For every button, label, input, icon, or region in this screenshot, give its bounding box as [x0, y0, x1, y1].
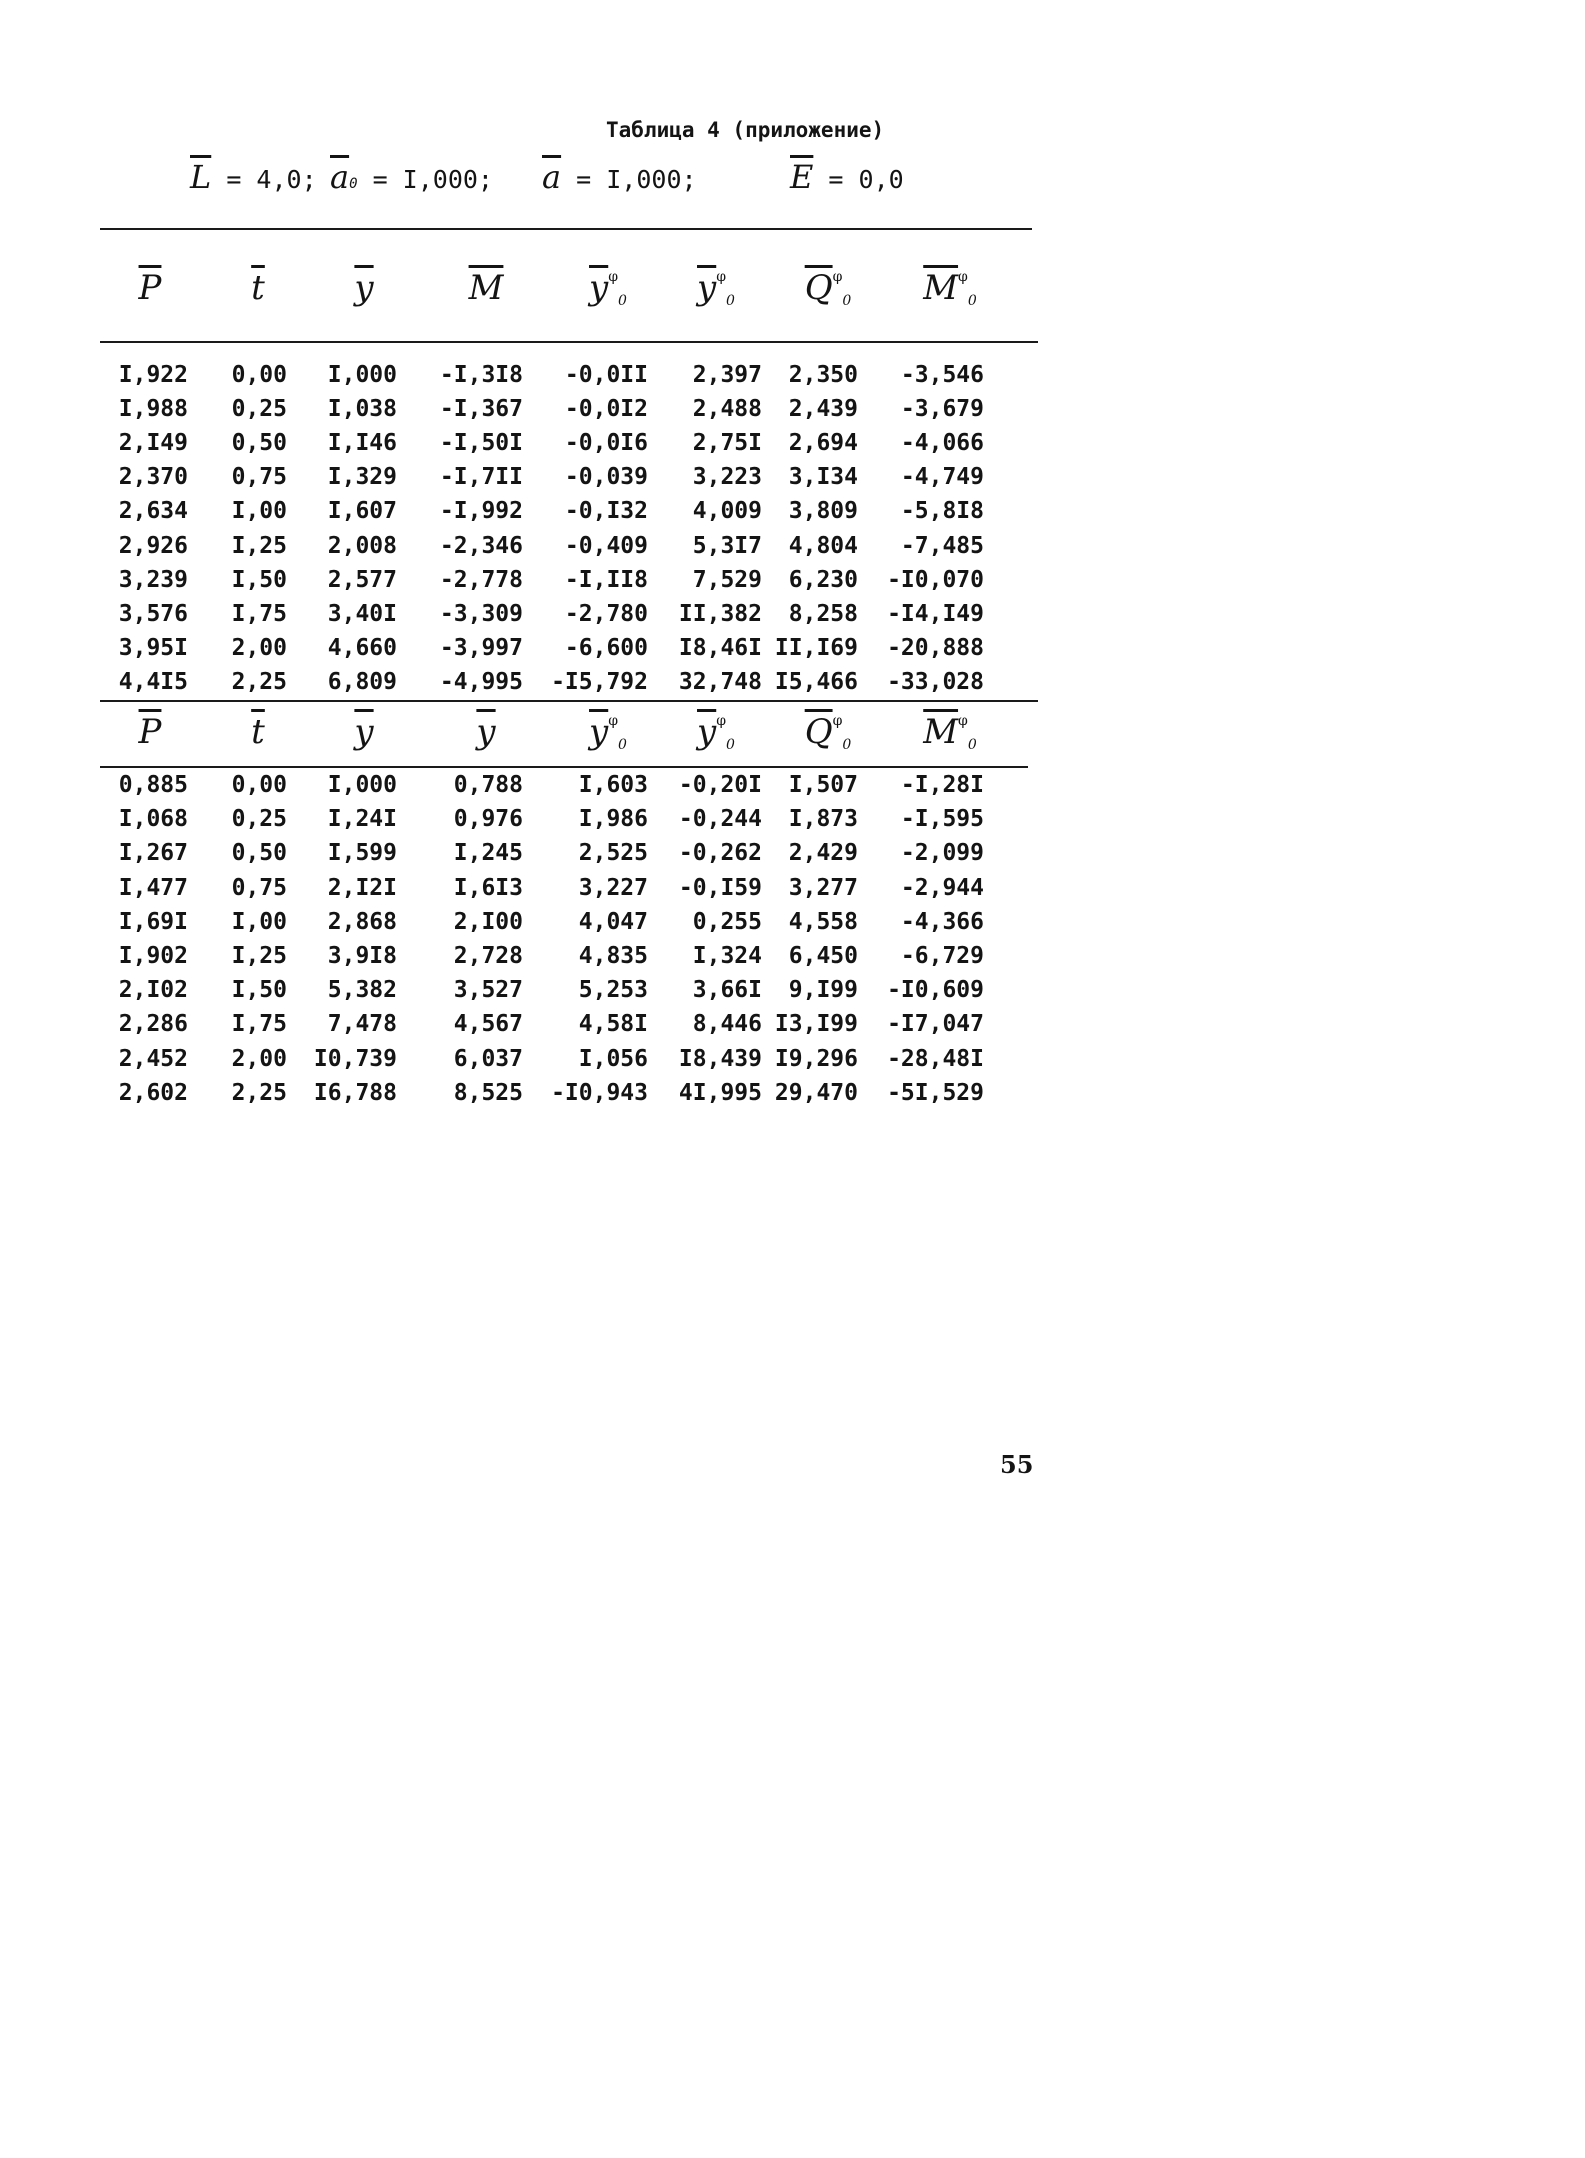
table2-cell-r6-c3: 3,527 — [453, 977, 523, 1004]
table1-cell-r0-c7: -3,546 — [900, 362, 984, 388]
param-l-value: = 4,0; — [226, 165, 317, 194]
table1-cell-r5-c3: -2,346 — [439, 532, 523, 559]
table1-header-symbol: $\overline{t}$ — [251, 268, 265, 308]
table1-cell-r2-c1: 0,50 — [231, 430, 287, 457]
table1-header-symbol: $\overline{Q}$ — [804, 268, 833, 308]
table1-header-5 — [676, 268, 756, 309]
param-a0 — [330, 158, 493, 196]
table1-cell-r6-c4: -I,II8 — [564, 566, 648, 593]
table1-header-symbol: $\overline{y}$ — [589, 268, 609, 308]
table2-cell-r4-c3: 2,I00 — [453, 908, 523, 935]
param-a0-sub: 0 — [349, 176, 358, 192]
page-number: 55 — [1000, 1450, 1034, 1479]
table2-cell-r5-c7: -6,729 — [900, 943, 984, 969]
param-a — [542, 158, 697, 196]
table1-cell-r2-c7: -4,066 — [900, 430, 984, 457]
top-rule — [100, 228, 1032, 230]
table1-cell-r9-c5: 32,748 — [678, 668, 762, 695]
table2-cell-r8-c4: I,056 — [578, 1045, 648, 1072]
table2-cell-r4-c7: -4,366 — [900, 908, 984, 935]
table1-header-1 — [218, 268, 298, 308]
table1-cell-r3-c7: -4,749 — [900, 464, 984, 491]
table2-cell-r0-c5: -0,20I — [678, 772, 762, 798]
table2-cell-r4-c6: 4,558 — [788, 908, 858, 935]
table2-cell-r1-c7: -I,595 — [900, 806, 984, 833]
table1-cell-r2-c2: I,I46 — [327, 430, 397, 457]
table1-cell-r5-c4: -0,409 — [564, 532, 648, 559]
table2-cell-r2-c0: I,267 — [118, 840, 188, 867]
table1-cell-r4-c0: 2,634 — [118, 498, 188, 525]
table1-cell-r8-c3: -3,997 — [439, 634, 523, 661]
table2-cell-r3-c0: I,477 — [118, 874, 188, 901]
param-a0-value: = I,000; — [372, 165, 493, 194]
table1-cell-r6-c2: 2,577 — [327, 566, 397, 593]
table1-cell-r9-c3: -4,995 — [439, 668, 523, 695]
table1-cell-r5-c6: 4,804 — [788, 532, 858, 559]
table2-header-sub: 0 — [842, 737, 852, 753]
table2-header-sup: φ — [958, 713, 968, 729]
table1-cell-r0-c4: -0,0II — [564, 362, 648, 388]
table1-cell-r7-c0: 3,576 — [118, 600, 188, 627]
table2-cell-r1-c3: 0,976 — [453, 806, 523, 833]
table1-cell-r4-c5: 4,009 — [692, 498, 762, 525]
table1-header-sub: 0 — [726, 293, 735, 309]
table2-header-4 — [568, 712, 648, 753]
table1-header-sup: φ — [716, 269, 727, 285]
table1-cell-r4-c2: I,607 — [327, 498, 397, 525]
table2-cell-r3-c4: 3,227 — [578, 874, 648, 901]
table2-cell-r2-c2: I,599 — [327, 840, 397, 867]
table1-cell-r4-c6: 3,809 — [788, 498, 858, 525]
table2-cell-r8-c0: 2,452 — [118, 1045, 188, 1072]
table2-cell-r0-c6: I,507 — [788, 772, 858, 798]
table1-cell-r9-c1: 2,25 — [231, 668, 287, 695]
table2-cell-r3-c5: -0,I59 — [678, 874, 762, 901]
table2-cell-r6-c5: 3,66I — [692, 977, 762, 1004]
table1-cell-r4-c7: -5,8I8 — [900, 498, 984, 525]
table1-cell-r8-c7: -20,888 — [887, 634, 984, 661]
table1-header-sub: 0 — [967, 293, 977, 309]
table1-cell-r6-c1: I,50 — [231, 566, 287, 593]
table2-header-3 — [446, 712, 526, 752]
table2-cell-r4-c1: I,00 — [231, 908, 287, 935]
table2-header-0 — [110, 712, 190, 752]
table2-cell-r2-c1: 0,50 — [231, 840, 287, 867]
table2-cell-r7-c2: 7,478 — [327, 1011, 397, 1038]
param-a-symbol: $\overline{a}$ — [542, 158, 562, 196]
table2-cell-r0-c4: I,603 — [578, 772, 648, 798]
table2-cell-r7-c6: I3,I99 — [774, 1011, 858, 1038]
table2-cell-r7-c7: -I7,047 — [887, 1011, 984, 1038]
table1-header-symbol: $\overline{M}$ — [468, 268, 504, 308]
table2-cell-r5-c0: I,902 — [118, 943, 188, 969]
table2-cell-r7-c0: 2,286 — [118, 1011, 188, 1038]
table2-cell-r8-c7: -28,48I — [887, 1045, 984, 1072]
table1-header-4 — [568, 268, 648, 309]
table2-cell-r1-c2: I,24I — [327, 806, 397, 833]
table1-cell-r3-c2: I,329 — [327, 464, 397, 491]
table1-cell-r2-c6: 2,694 — [788, 430, 858, 457]
table2-cell-r9-c4: -I0,943 — [551, 1079, 648, 1106]
table2-header-sub: 0 — [618, 737, 627, 753]
table1-cell-r4-c3: -I,992 — [439, 498, 523, 525]
table2-header-7 — [910, 712, 990, 753]
table1-cell-r7-c6: 8,258 — [788, 600, 858, 627]
table2-cell-r7-c5: 8,446 — [692, 1011, 762, 1038]
table1-cell-r1-c0: I,988 — [118, 396, 188, 423]
table1-cell-r0-c5: 2,397 — [692, 362, 762, 388]
table1-cell-r9-c2: 6,809 — [327, 668, 397, 695]
table2-cell-r4-c0: I,69I — [118, 908, 188, 935]
table1-cell-r3-c4: -0,039 — [564, 464, 648, 491]
table1-cell-r1-c5: 2,488 — [692, 396, 762, 423]
table2-cell-r6-c7: -I0,609 — [887, 977, 984, 1004]
param-l — [190, 158, 317, 196]
table1-cell-r7-c7: -I4,I49 — [887, 600, 984, 627]
table2-cell-r0-c0: 0,885 — [118, 772, 188, 798]
table2-cell-r5-c6: 6,450 — [788, 943, 858, 969]
table1-cell-r0-c0: I,922 — [118, 362, 188, 388]
table2-cell-r9-c5: 4I,995 — [678, 1079, 762, 1106]
table2-cell-r7-c4: 4,58I — [578, 1011, 648, 1038]
table1-cell-r5-c7: -7,485 — [900, 532, 984, 559]
table2-cell-r1-c5: -0,244 — [678, 806, 762, 833]
table1-cell-r8-c6: II,I69 — [774, 634, 858, 661]
table-caption: Таблица 4 (приложение) — [606, 118, 885, 142]
table1-cell-r8-c0: 3,95I — [118, 634, 188, 661]
table1-header-6 — [788, 268, 868, 309]
table1-header-sup: φ — [608, 269, 619, 285]
table1-cell-r8-c1: 2,00 — [231, 634, 287, 661]
table1-cell-r4-c4: -0,I32 — [564, 498, 648, 525]
param-e-value: = 0,0 — [828, 165, 904, 194]
table2-cell-r1-c1: 0,25 — [231, 806, 287, 833]
table2-header-sup: φ — [832, 713, 843, 729]
table2-cell-r9-c2: I6,788 — [313, 1079, 397, 1106]
table1-cell-r2-c5: 2,75I — [692, 430, 762, 457]
table1-cell-r1-c3: -I,367 — [439, 396, 523, 423]
table1-cell-r1-c7: -3,679 — [900, 396, 984, 423]
table1-header-symbol: $\overline{y}$ — [354, 268, 374, 308]
table1-cell-r0-c1: 0,00 — [231, 362, 287, 388]
table2-header-5 — [676, 712, 756, 753]
table2-header-symbol: $\overline{t}$ — [251, 712, 265, 752]
table2-header-sub: 0 — [967, 737, 977, 753]
header-rule-1 — [100, 341, 1038, 343]
table2-cell-r7-c1: I,75 — [231, 1011, 287, 1038]
table2-cell-r0-c7: -I,28I — [900, 772, 984, 798]
table2-header-symbol: $\overline{P}$ — [138, 712, 162, 752]
table1-cell-r3-c3: -I,7II — [439, 464, 523, 491]
table1-cell-r8-c4: -6,600 — [564, 634, 648, 661]
table2-cell-r5-c2: 3,9I8 — [327, 943, 397, 969]
table2-cell-r5-c1: I,25 — [231, 943, 287, 969]
table2-cell-r3-c3: I,6I3 — [453, 874, 523, 901]
table1-cell-r9-c4: -I5,792 — [551, 668, 648, 695]
table1-cell-r1-c2: I,038 — [327, 396, 397, 423]
table1-cell-r9-c7: -33,028 — [887, 668, 984, 695]
table2-cell-r8-c6: I9,296 — [774, 1045, 858, 1072]
table1-cell-r8-c2: 4,660 — [327, 634, 397, 661]
table1-cell-r1-c6: 2,439 — [788, 396, 858, 423]
table2-cell-r4-c2: 2,868 — [327, 908, 397, 935]
table1-cell-r7-c3: -3,309 — [439, 600, 523, 627]
table1-cell-r2-c0: 2,I49 — [118, 430, 188, 457]
table1-header-sub: 0 — [618, 293, 627, 309]
table1-header-3 — [446, 268, 526, 308]
table2-cell-r1-c0: I,068 — [118, 806, 188, 833]
table2-header-symbol: $\overline{Q}$ — [804, 712, 833, 752]
table2-header-2 — [324, 712, 404, 752]
table2-header-sup: φ — [716, 713, 727, 729]
table2-cell-r1-c6: I,873 — [788, 806, 858, 833]
table1-cell-r0-c2: I,000 — [327, 362, 397, 388]
table1-header-symbol: $\overline{y}$ — [697, 268, 717, 308]
table2-cell-r2-c3: I,245 — [453, 840, 523, 867]
table2-cell-r3-c2: 2,I2I — [327, 874, 397, 901]
table1-header-symbol: $\overline{P}$ — [138, 268, 162, 308]
table-separator-rule — [100, 700, 1038, 702]
table2-cell-r0-c2: I,000 — [327, 772, 397, 798]
table1-header-2 — [324, 268, 404, 308]
table1-cell-r6-c5: 7,529 — [692, 566, 762, 593]
table2-cell-r6-c0: 2,I02 — [118, 977, 188, 1004]
table1-header-sup: φ — [832, 269, 843, 285]
table2-cell-r8-c3: 6,037 — [453, 1045, 523, 1072]
table2-cell-r5-c3: 2,728 — [453, 943, 523, 969]
table1-cell-r3-c6: 3,I34 — [788, 464, 858, 491]
table2-cell-r8-c2: I0,739 — [313, 1045, 397, 1072]
table1-header-sub: 0 — [842, 293, 852, 309]
table1-header-7 — [910, 268, 990, 309]
table2-cell-r5-c4: 4,835 — [578, 943, 648, 969]
param-a-value: = I,000; — [576, 165, 697, 194]
table2-header-symbol: $\overline{y}$ — [589, 712, 609, 752]
param-a0-symbol: $\overline{a}$ — [330, 158, 350, 196]
table1-cell-r5-c0: 2,926 — [118, 532, 188, 559]
table1-cell-r1-c4: -0,0I2 — [564, 396, 648, 423]
param-l-symbol: $\overline{L}$ — [190, 158, 212, 196]
table1-cell-r0-c3: -I,3I8 — [439, 362, 523, 388]
table2-cell-r3-c6: 3,277 — [788, 874, 858, 901]
table1-cell-r3-c0: 2,370 — [118, 464, 188, 491]
table1-cell-r5-c2: 2,008 — [327, 532, 397, 559]
table1-cell-r6-c3: -2,778 — [439, 566, 523, 593]
table1-cell-r6-c7: -I0,070 — [887, 566, 984, 593]
table2-cell-r8-c5: I8,439 — [678, 1045, 762, 1072]
table1-cell-r0-c6: 2,350 — [788, 362, 858, 388]
table2-cell-r9-c3: 8,525 — [453, 1079, 523, 1106]
table2-header-symbol: $\overline{y}$ — [697, 712, 717, 752]
param-e — [790, 158, 904, 196]
table2-cell-r9-c7: -5I,529 — [887, 1079, 984, 1106]
table2-cell-r4-c5: 0,255 — [692, 908, 762, 935]
table2-header-symbol: $\overline{y}$ — [476, 712, 496, 752]
table2-header-sup: φ — [608, 713, 619, 729]
table2-cell-r2-c7: -2,099 — [900, 840, 984, 867]
table2-cell-r0-c1: 0,00 — [231, 772, 287, 798]
table1-cell-r6-c0: 3,239 — [118, 566, 188, 593]
table2-header-symbol: $\overline{y}$ — [354, 712, 374, 752]
table1-cell-r9-c0: 4,4I5 — [118, 668, 188, 695]
table2-cell-r9-c1: 2,25 — [231, 1079, 287, 1106]
table1-cell-r1-c1: 0,25 — [231, 396, 287, 423]
table2-cell-r5-c5: I,324 — [692, 943, 762, 969]
table2-header-6 — [788, 712, 868, 753]
table2-cell-r1-c4: I,986 — [578, 806, 648, 833]
table2-header-1 — [218, 712, 298, 752]
table1-cell-r3-c1: 0,75 — [231, 464, 287, 491]
table1-cell-r7-c1: I,75 — [231, 600, 287, 627]
table2-cell-r6-c4: 5,253 — [578, 977, 648, 1004]
table1-cell-r2-c4: -0,0I6 — [564, 430, 648, 457]
table2-cell-r9-c6: 29,470 — [774, 1079, 858, 1106]
table2-cell-r2-c5: -0,262 — [678, 840, 762, 867]
table2-header-symbol: $\overline{M}$ — [923, 712, 959, 752]
table2-cell-r0-c3: 0,788 — [453, 772, 523, 798]
table2-cell-r2-c4: 2,525 — [578, 840, 648, 867]
table2-cell-r7-c3: 4,567 — [453, 1011, 523, 1038]
table2-header-sub: 0 — [726, 737, 735, 753]
table2-cell-r4-c4: 4,047 — [578, 908, 648, 935]
table1-cell-r9-c6: I5,466 — [774, 668, 858, 695]
table1-cell-r5-c1: I,25 — [231, 532, 287, 559]
table1-cell-r8-c5: I8,46I — [678, 634, 762, 661]
table2-cell-r6-c6: 9,I99 — [788, 977, 858, 1004]
table2-cell-r6-c1: I,50 — [231, 977, 287, 1004]
table2-cell-r2-c6: 2,429 — [788, 840, 858, 867]
table2-cell-r3-c1: 0,75 — [231, 874, 287, 901]
table1-cell-r3-c5: 3,223 — [692, 464, 762, 491]
table1-cell-r2-c3: -I,50I — [439, 430, 523, 457]
table2-cell-r3-c7: -2,944 — [900, 874, 984, 901]
table2-cell-r9-c0: 2,602 — [118, 1079, 188, 1106]
table1-cell-r6-c6: 6,230 — [788, 566, 858, 593]
table1-cell-r7-c5: II,382 — [678, 600, 762, 627]
param-e-symbol: $\overline{E}$ — [790, 158, 814, 196]
table1-cell-r4-c1: I,00 — [231, 498, 287, 525]
table1-header-sup: φ — [958, 269, 968, 285]
table1-cell-r7-c4: -2,780 — [564, 600, 648, 627]
table1-cell-r7-c2: 3,40I — [327, 600, 397, 627]
table2-cell-r8-c1: 2,00 — [231, 1045, 287, 1072]
table2-cell-r6-c2: 5,382 — [327, 977, 397, 1004]
table1-header-symbol: $\overline{M}$ — [923, 268, 959, 308]
table1-cell-r5-c5: 5,3I7 — [692, 532, 762, 559]
table1-header-0 — [110, 268, 190, 308]
